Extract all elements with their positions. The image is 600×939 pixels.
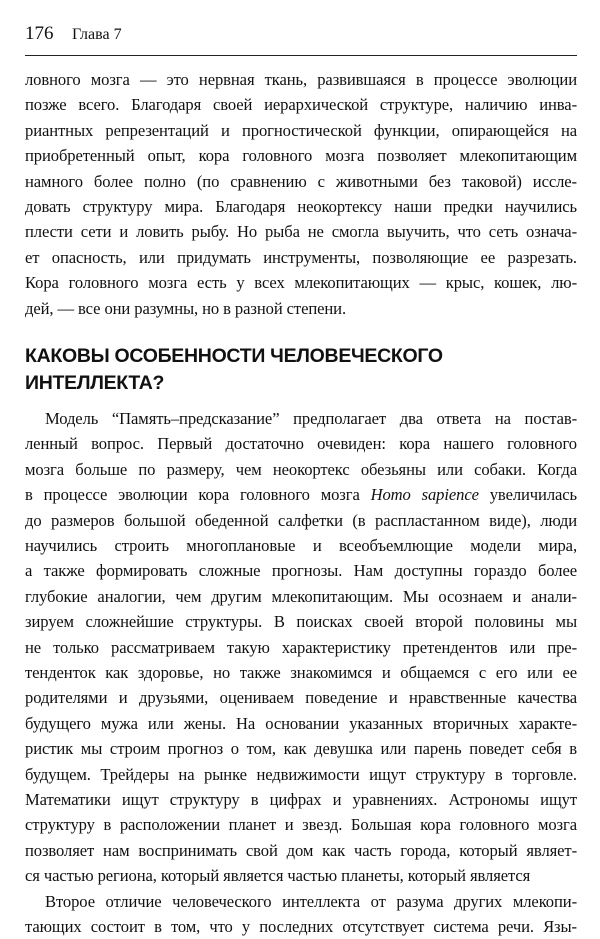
paragraph-2-line: зируем сложнейшие структуры. В поисках своей второй половины мы (25, 612, 577, 632)
paragraph-2-line: мозга больше по размеру, чем неокортекс обезьяны или собаки. Когда (25, 459, 577, 479)
paragraph-1-line: позже всего. Благодаря своей иерархической структуре, наличию инва- (25, 95, 577, 115)
paragraph-2-line: Модель “Память–предсказание” предполагает два ответа на постав- (45, 409, 577, 428)
paragraph-1-line: приобретенный опыт, кора головного мозга позволяет млекопитающим (25, 146, 577, 166)
paragraph-2-line: глубокие аналогии, чем другим млекопитающим. Мы осознаем и анали- (25, 586, 577, 606)
species-name-italic: Homo sapience (370, 485, 479, 505)
header-divider (25, 55, 577, 56)
paragraph-1-line: ловного мозга — это нервная ткань, развившаяся в процессе эволюции (25, 70, 577, 89)
paragraph-1-line: ет опасность, или придумать инструменты, позволяющие ее разрезать. (25, 247, 577, 267)
section-heading-line-1: КАКОВЫ ОСОБЕННОСТИ ЧЕЛОВЕЧЕСКОГО (25, 345, 443, 367)
paragraph-2-line-italic (25, 482, 577, 507)
paragraph-2-line: позволяет нам воспринимать свой дом как часть города, который являет- (25, 840, 577, 860)
paragraph-1-line: плести сети и ловить рыбу. Но рыба не смогла выучить, что сеть означа- (25, 222, 577, 242)
paragraph-2-line: ристик мы строим прогноз о том, как девушка или парень поведет себя в (25, 739, 577, 759)
paragraph-2-line: будущего мужа или жены. На основании указанных вторичных характе- (25, 713, 577, 733)
chapter-title: Глава 7 (72, 26, 122, 43)
paragraph-1-line: довать структуру мира. Благодаря неокортексу наши предки научились (25, 197, 577, 216)
section-heading-line-2: ИНТЕЛЛЕКТА? (25, 372, 165, 394)
paragraph-2-line: родителями и друзьями, оцениваем поведение и нравственные качества (25, 688, 577, 708)
paragraph-1-line: дей, — все они разумны, но в разной степени. (25, 298, 346, 318)
page-number: 176 (25, 23, 54, 44)
paragraph-2-line: научились строить многоплановые и всеобъемлющие модели мира, (25, 536, 577, 555)
paragraph-2-line: тенденток как здоровье, но также знакомимся и общаемся с его или ее (25, 663, 577, 682)
paragraph-2-line: Математики ищут структуру в цифрах и уравнениях. Астрономы ищут (25, 790, 577, 809)
paragraph-1-line: Кора головного мозга есть у всех млекопитающих — крыс, кошек, лю- (25, 273, 577, 293)
paragraph-1-line: риантных репрезентаций и прогностической функции, опирающейся на (25, 120, 577, 140)
book-page (25, 0, 577, 936)
running-head (25, 20, 577, 46)
line-text-before: в процессе эволюции кора головного мозга (25, 485, 371, 505)
paragraph-2-line: структуру в расположении планет и звезд. Большая кора головного мозга (25, 815, 577, 835)
paragraph-2-line: ся частью региона, который является частью планеты, который является (25, 866, 531, 886)
line-text-after: увеличилась (478, 485, 577, 505)
paragraph-2-line: ленный вопрос. Первый достаточно очевиден: кора нашего головного (25, 434, 577, 454)
paragraph-3-line: Второе отличие человеческого интеллекта от разума других млекопи- (45, 891, 577, 911)
paragraph-1-line: намного более полно (по сравнению с животными без таковой) иссле- (25, 171, 577, 191)
paragraph-2-line: а также формировать сложные прогнозы. Нам доступны гораздо более (25, 561, 577, 581)
paragraph-2-line: не только рассматриваем такую характеристику претендентов или пре- (25, 637, 577, 657)
paragraph-3-line: тающих состоит в том, что у последних отсутствует система речи. Язы- (25, 917, 577, 936)
paragraph-2-line: будущем. Трейдеры на рынке недвижимости ищут структуру в торговле. (25, 764, 577, 784)
paragraph-2-line: до размеров большой обеденной салфетки (в распластанном виде), люди (25, 510, 577, 530)
